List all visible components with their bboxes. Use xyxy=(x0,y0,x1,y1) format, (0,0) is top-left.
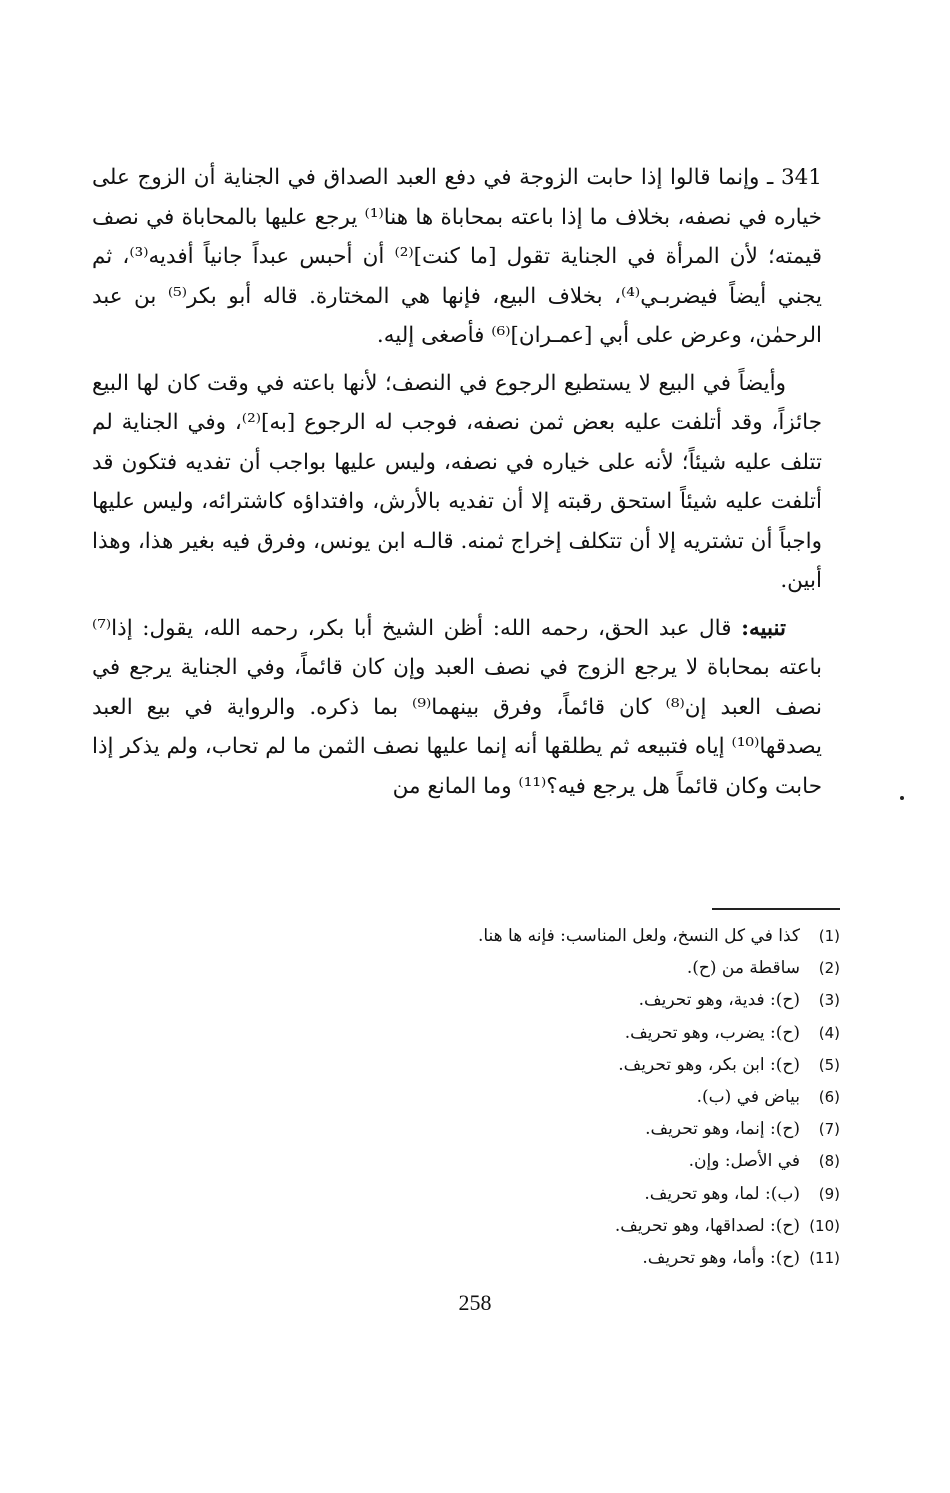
footnote-text: (ح): فدية، وهو تحريف. xyxy=(638,990,800,1011)
footnote-item xyxy=(300,952,840,984)
footnote-number: (2) xyxy=(818,959,840,978)
footnote-item xyxy=(300,1081,840,1113)
footnote-item xyxy=(300,1113,840,1145)
paragraph-tanbih xyxy=(92,609,822,807)
footnote-item xyxy=(300,1145,840,1177)
footnote-text: (ح): لصداقها، وهو تحريف. xyxy=(614,1215,800,1236)
footnote-item xyxy=(300,1210,840,1242)
page-number: 258 xyxy=(458,1290,492,1315)
footnote-item xyxy=(300,984,840,1016)
ink-dot xyxy=(900,796,904,800)
footnote-number: (4) xyxy=(818,1023,840,1042)
footnote-text: (ح): ابن بكر، وهو تحريف. xyxy=(618,1054,800,1075)
footnote-number: (5) xyxy=(818,1055,840,1074)
footnote-item xyxy=(300,1017,840,1049)
footnote-number: (7) xyxy=(818,1120,840,1139)
footnote-number: (11) xyxy=(809,1249,840,1268)
footnote-text: بياض في (ب). xyxy=(696,1087,800,1108)
footnote-number: (10) xyxy=(809,1216,840,1235)
footnote-number: (9) xyxy=(818,1184,840,1203)
paragraph-341: 341 ـ وإنما قالوا إذا حابت الزوجة في دفع العبد الصداق في الجناية أن الزوج على خياره في نصفه، بخلاف ما إذا باعته بمحاباة ها هنا⁽¹⁾ يرجع عليها بالمحاباة في نصف قيمته؛ لأن المرأة في الجناية تقول [ما كنت]⁽²⁾ أن أحبس عبداً جانياً أفديه⁽³⁾، ثم يجني أيضاً فيضربـي⁽⁴⁾، بخلاف البيع، فإنها هي المختارة. قاله أبو بكر⁽⁵⁾ بن عبد الرحمٰن، وعرض على أبي [عمـران]⁽⁶⁾ فأصغى إليه. xyxy=(92,165,822,348)
paragraph-2: وأيضاً في البيع لا يستطيع الرجوع في النصف؛ لأنها باعته في وقت كان لها البيع جائزاً، وقد أتلفت عليه بعض ثمن نصفه، فوجب له الرجوع [به]⁽²⁾، وفي الجناية لم تتلف عليه شيئاً؛ لأنه على خياره في نصفه، وليس عليها بواجب أن تفديه فتكون قد أتلفت عليه شيئاً استحق رقبته إلا أن تفديه بالأرش، وافتداؤه كاشترائه، وليس عليها واجباً أن تشتريه إلا أن تتكلف إخراج ثمنه. قالـه ابن يونس، وفرق فيه بغير هذا، وهذا أبين. xyxy=(92,370,823,593)
footnote-number: (1) xyxy=(818,927,840,945)
footnote-text: (ب): لما، وهو تحريف. xyxy=(644,1183,800,1204)
footnote-text: (ح): وأما، وهو تحريف. xyxy=(642,1248,800,1269)
footnote-item xyxy=(300,1178,840,1210)
footnote-item xyxy=(300,1049,840,1081)
footnote-number: (3) xyxy=(818,991,840,1010)
footnote-item xyxy=(300,1242,840,1274)
footnote-number: (6) xyxy=(818,1088,840,1107)
tanbih-label: تنبيه: xyxy=(741,615,786,641)
tanbih-text: قال عبد الحق، رحمه الله: أظن الشيخ أبا بكر، رحمه الله، يقول: إذا⁽⁷⁾ باعته بمحاباة لا يرجع الزوج في نصف العبد وإن كان قائماً، وفي الجناية يرجع في نصف العبد إن⁽⁸⁾ كان قائماً، وفرق بينهما⁽⁹⁾ بما ذكره. والرواية في بيع العبد يصدقها⁽¹⁰⁾ إياه فتبيعه ثم يطلقها أنه إنما عليها نصف الثمن ما لم تحاب، ولم يذكر إذا حابت وكان قائماً هل يرجع فيه؟⁽¹¹⁾ وما المانع من xyxy=(92,615,822,799)
footnote-item xyxy=(300,920,840,952)
main-text xyxy=(92,158,822,806)
footnote-text: ساقطة من (ح). xyxy=(686,958,800,979)
footnote-text: في الأصل: وإن. xyxy=(688,1151,800,1172)
footnote-text: كذا في كل النسخ، ولعل المناسب: فإنه ها هنا. xyxy=(477,926,800,946)
footnote-separator xyxy=(712,908,840,910)
footnotes xyxy=(300,920,840,1274)
footnote-text: (ح): إنما، وهو تحريف. xyxy=(645,1119,800,1140)
footnote-number: (8) xyxy=(818,1152,840,1171)
footnote-text: (ح): يضرب، وهو تحريف. xyxy=(624,1022,800,1043)
